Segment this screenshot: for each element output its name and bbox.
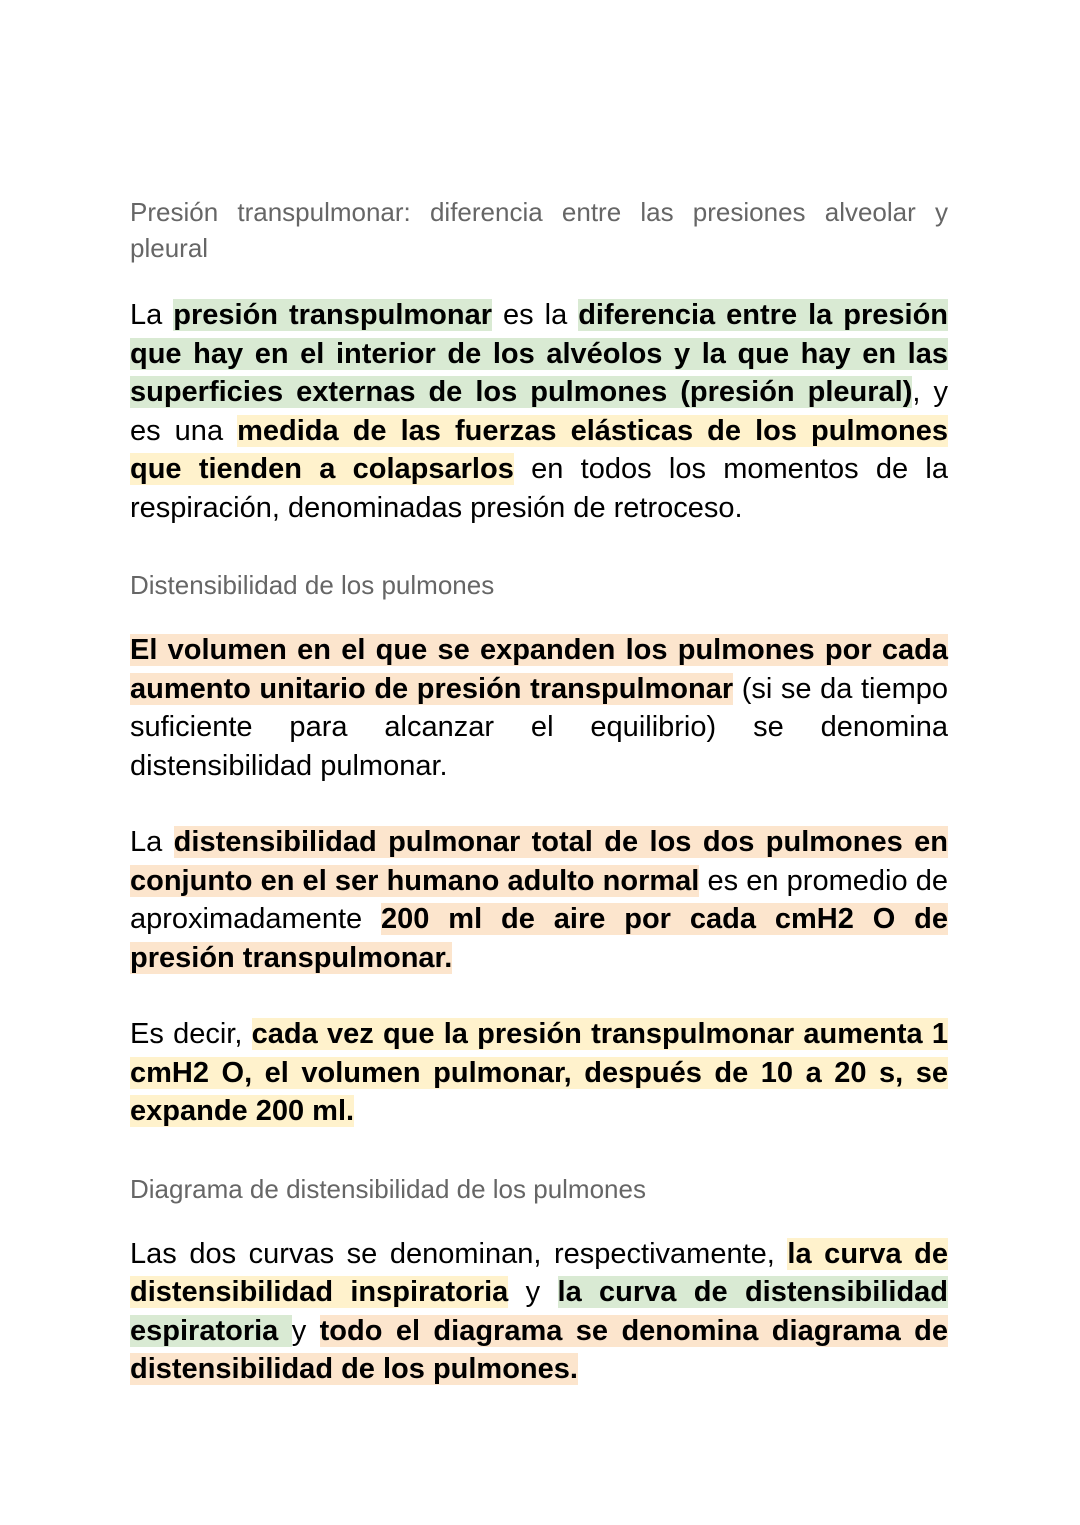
highlight-yellow: la curva de distensibilidad inspiratoria bbox=[130, 1237, 948, 1308]
highlight-green: diferencia entre la presión que hay en el interior de los alvéolos y la que hay en las superficies externas de los pulmones (presión pleural) bbox=[130, 299, 948, 408]
heading-diagrama: Diagrama de distensibilidad de los pulmones bbox=[130, 1173, 646, 1204]
paragraph-diagrama bbox=[130, 1235, 948, 1389]
text-run: es la bbox=[492, 299, 579, 331]
highlight-orange: 200 ml de aire por cada cmH2 O de presión transpulmonar. bbox=[130, 903, 949, 974]
highlight-yellow: cada vez que la presión transpulmonar aumenta 1 cmH2 O, el volumen pulmonar, después de 10 a 20 s, se expande 200 ml. bbox=[130, 1018, 948, 1127]
text-run: es en promedio de aproximadamente bbox=[130, 864, 948, 935]
text-run: La bbox=[130, 299, 174, 331]
text-run: Las dos curvas se denominan, respectivamente, bbox=[130, 1237, 788, 1270]
paragraph-distensibilidad-total bbox=[130, 823, 948, 977]
paragraph-es-decir bbox=[130, 1015, 948, 1131]
heading-distensibilidad: Distensibilidad de los pulmones bbox=[130, 570, 495, 600]
document-page bbox=[130, 194, 948, 1389]
text-run: (si se da tiempo suficiente para alcanzar el equilibrio) se denomina distensibilidad pulmonar. bbox=[130, 672, 948, 782]
text-run: en todos los momentos de la respiración, denominadas presión de retroceso. bbox=[130, 453, 948, 524]
paragraph-presion-transpulmonar bbox=[130, 296, 948, 527]
highlight-green: la curva de distensibilidad espiratoria bbox=[130, 1276, 948, 1347]
paragraph-definicion-distensibilidad bbox=[130, 631, 948, 785]
heading-presion-transpulmonar: Presión transpulmonar: diferencia entre las presiones alveolar y pleural bbox=[130, 197, 948, 263]
highlight-yellow: medida de las fuerzas elásticas de los pulmones que tienden a colapsarlos bbox=[130, 414, 948, 485]
highlight-orange: todo el diagrama se denomina diagrama de distensibilidad de los pulmones. bbox=[130, 1314, 949, 1385]
highlight-green: presión transpulmonar bbox=[173, 299, 493, 331]
highlight-orange: distensibilidad pulmonar total de los dos pulmones en conjunto en el ser humano adulto normal bbox=[130, 826, 948, 897]
text-run: , y es una bbox=[130, 376, 948, 447]
text-run: Es decir, bbox=[130, 1018, 252, 1050]
text-run: La bbox=[130, 826, 174, 858]
highlight-orange: El volumen en el que se expanden los pulmones por cada aumento unitario de presión transpulmonar bbox=[130, 634, 948, 705]
text-run: y bbox=[508, 1276, 558, 1308]
text-run: y bbox=[291, 1314, 320, 1347]
